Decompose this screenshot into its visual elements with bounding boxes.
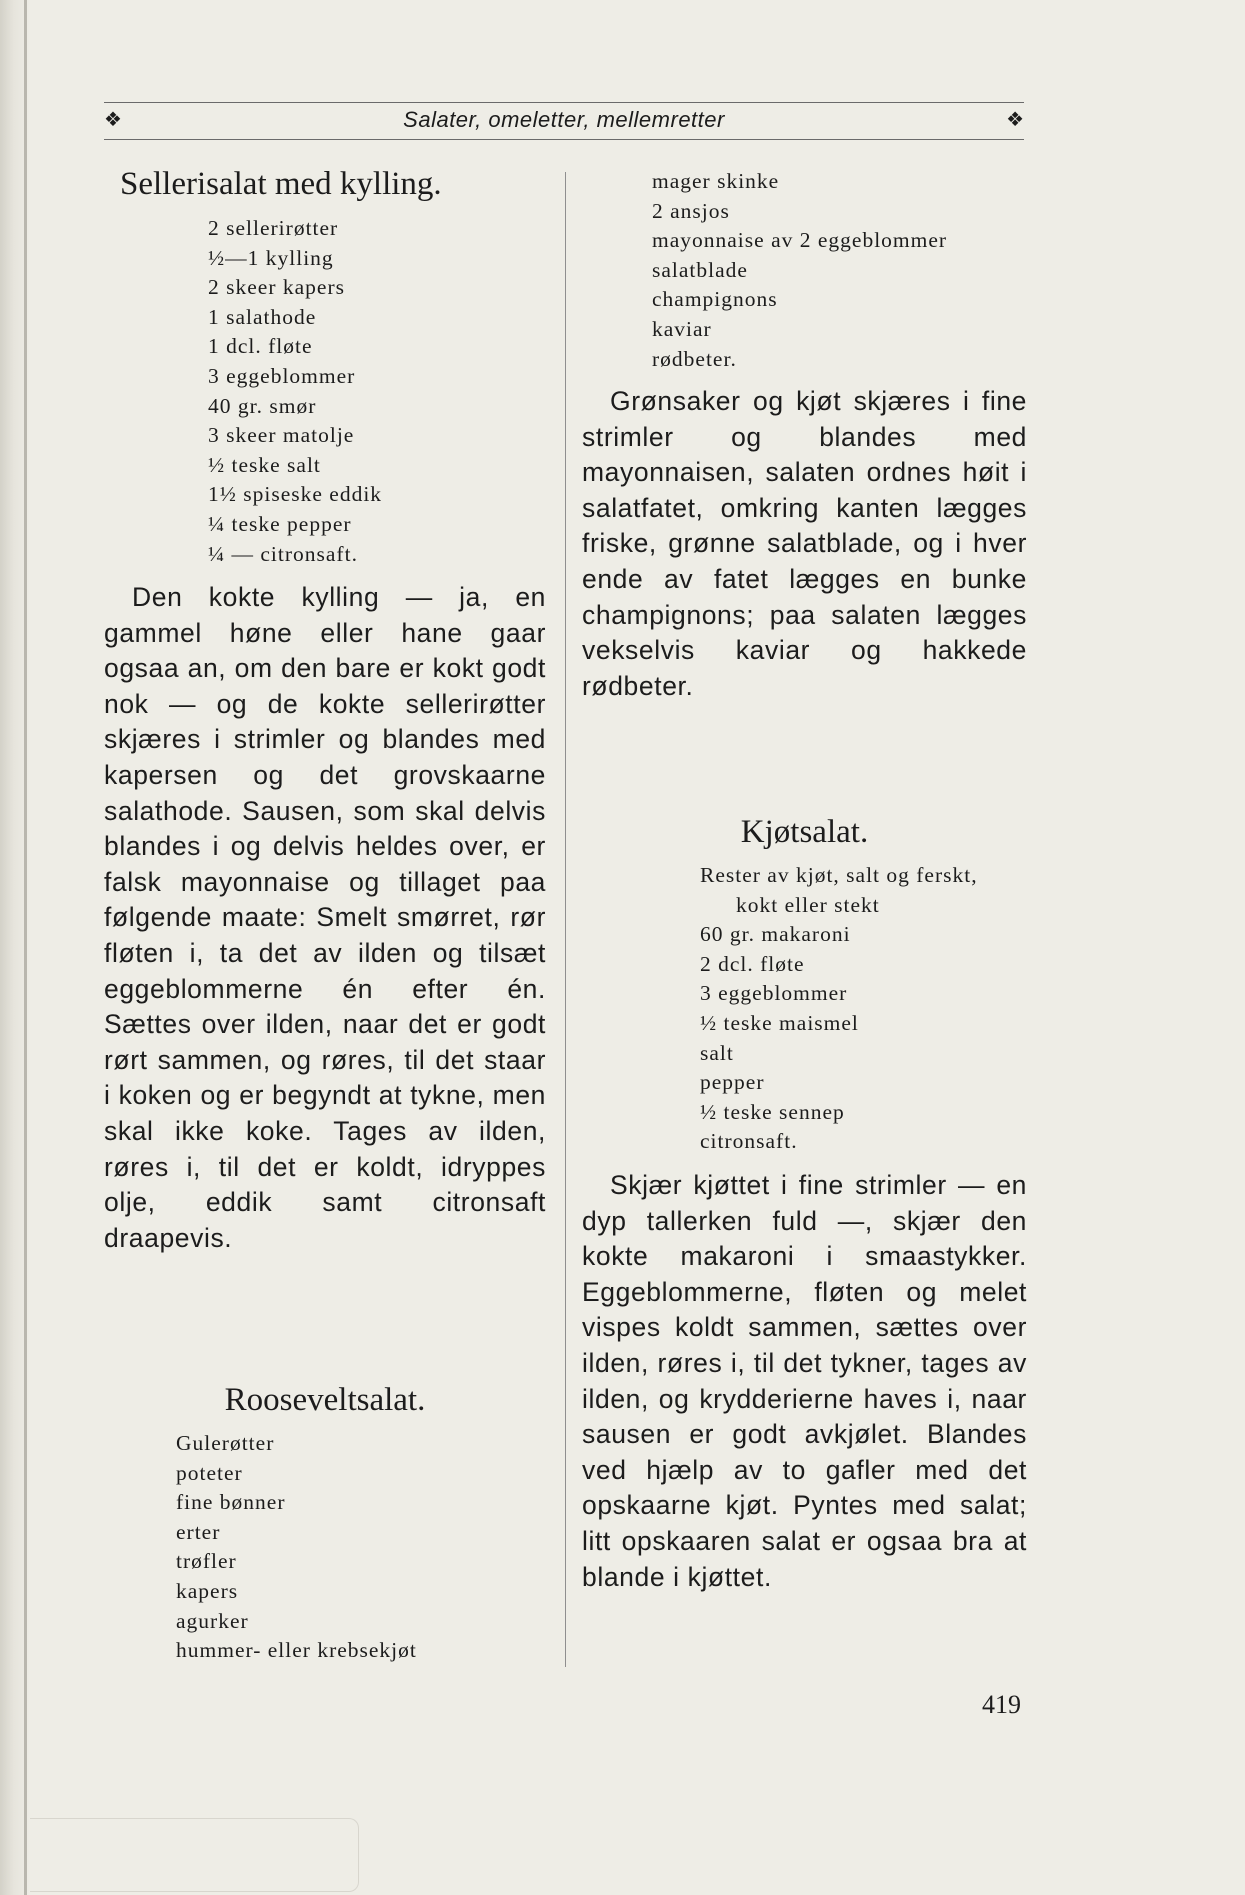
ingredient-item: trøfler bbox=[176, 1549, 237, 1574]
ingredient-item: salatblade bbox=[652, 257, 748, 282]
ingredient-item: 1 salathode bbox=[208, 304, 317, 329]
ingredient-item: mager skinke bbox=[652, 169, 780, 193]
running-head-title: Salater, omeletter, mellemretter bbox=[403, 107, 725, 132]
ingredient-item: champignons bbox=[652, 287, 778, 312]
ingredient-list-rooseveltsalat bbox=[176, 1429, 417, 1666]
ingredient-item: Rester av kjøt, salt og ferskt, bbox=[700, 863, 978, 887]
ingredient-item: 3 eggeblommer bbox=[700, 981, 848, 1006]
ingredient-item: ¼ — citronsaft. bbox=[208, 541, 358, 566]
ingredient-item: kokt eller stekt bbox=[736, 892, 880, 917]
method-paragraph: Grønsaker og kjøt skjæres i fine strimler og blandes med mayonnaisen, salaten ordnes høit i salatfatet, omkring kanten lægges friske, grønne salatblade, og i hver ende av fatet lægges en bunke champignons; paa salaten lægges vekselvis kaviar og hakkede rødbeter. bbox=[582, 386, 1027, 701]
recipe-title-rooseveltsalat: Rooseveltsalat. bbox=[224, 1382, 426, 1418]
ingredient-item: 2 ansjos bbox=[652, 198, 730, 223]
ornament-right-icon: ❖ bbox=[1006, 109, 1024, 131]
ingredient-item: 2 skeer kapers bbox=[208, 275, 345, 300]
ingredient-item: kaviar bbox=[652, 316, 712, 341]
ingredient-item: 2 sellerirøtter bbox=[208, 216, 339, 240]
ingredient-item: hummer- eller krebsekjøt bbox=[176, 1638, 417, 1663]
method-paragraph: Skjær kjøttet i fine strimler — en dyp tallerken fuld —, skjær den kokte makaroni i smaastykker. Eggeblommerne, fløten og melet vispes koldt sammen, sættes over ilden, røres i, til det tykner, tages av ilden, og krydderierne haves i, naar sausen er godt avkjølet. Blandes ved hjælp av to gafler med det opskaarne kjøt. Pyntes med salat; litt opskaaren salat er ogsaa bra at blande i kjøttet. bbox=[582, 1170, 1027, 1592]
method-text-kjotsalat bbox=[582, 1168, 1027, 1595]
ingredient-item: rødbeter. bbox=[652, 346, 737, 371]
ingredient-item: 3 eggeblommer bbox=[208, 363, 356, 388]
ingredient-item: 40 gr. smør bbox=[208, 393, 317, 418]
recipe-title-kjotsalat: Kjøtsalat. bbox=[740, 814, 869, 850]
ingredient-item: citronsaft. bbox=[700, 1129, 798, 1154]
ingredient-item: 1½ spiseske eddik bbox=[208, 482, 383, 507]
recipe-title-sellerisalat: Sellerisalat med kylling. bbox=[120, 166, 442, 202]
ingredient-list-rooseveltsalat-continued bbox=[652, 167, 947, 374]
column-divider bbox=[565, 172, 566, 1667]
ingredient-item: kapers bbox=[176, 1578, 239, 1603]
page-edge bbox=[0, 0, 30, 1895]
ingredient-item: agurker bbox=[176, 1608, 249, 1633]
ingredient-item: pepper bbox=[700, 1070, 765, 1095]
ingredient-item: ½ teske sennep bbox=[700, 1099, 845, 1124]
method-paragraph: Den kokte kylling — ja, en gammel høne eller hane gaar ogsaa an, om den bare er kokt godt nok — og de kokte sellerirøtter skjæres i strimler og blandes med kapersen og det grovskaarne salathode. Sausen, som skal delvis blandes i og delvis heldes over, er falsk mayonnaise og tillaget paa følgende maate: Smelt smørret, rør fløten i, ta det av ilden og tilsæt eggeblommerne én efter én. Sættes over ilden, naar det er godt rørt sammen, og røres, til det staar i koken og er begyndt at tykne, men skal ikke koke. Tages av ilden, røres i, til det er koldt, idryppes olje, eddik samt citronsaft draapevis. bbox=[104, 582, 546, 1253]
ingredient-list-sellerisalat bbox=[208, 214, 382, 569]
ingredient-item: ½—1 kylling bbox=[208, 245, 334, 270]
ingredient-item: mayonnaise av 2 eggeblommer bbox=[652, 228, 948, 253]
ingredient-item: fine bønner bbox=[176, 1490, 286, 1515]
ingredient-item: ¼ teske pepper bbox=[208, 511, 352, 536]
ingredient-item: 2 dcl. fløte bbox=[700, 951, 805, 976]
ingredient-item: ½ teske maismel bbox=[700, 1010, 859, 1035]
ingredient-item: 3 skeer matolje bbox=[208, 423, 355, 448]
ornament-left-icon: ❖ bbox=[104, 109, 122, 131]
ingredient-item: 1 dcl. fløte bbox=[208, 334, 313, 359]
page-number: 419 bbox=[982, 1690, 1021, 1719]
method-text-rooseveltsalat bbox=[582, 384, 1027, 704]
ingredient-item: salt bbox=[700, 1040, 734, 1065]
ingredient-item: Gulerøtter bbox=[176, 1431, 275, 1455]
method-text-sellerisalat bbox=[104, 580, 546, 1256]
ingredient-item: 60 gr. makaroni bbox=[700, 922, 851, 947]
ingredient-item: ½ teske salt bbox=[208, 452, 321, 477]
running-head bbox=[104, 102, 1024, 140]
ingredient-item: poteter bbox=[176, 1460, 243, 1485]
ingredient-list-kjotsalat bbox=[700, 861, 978, 1157]
page-corner-tab bbox=[30, 1818, 359, 1892]
ingredient-item: erter bbox=[176, 1519, 221, 1544]
